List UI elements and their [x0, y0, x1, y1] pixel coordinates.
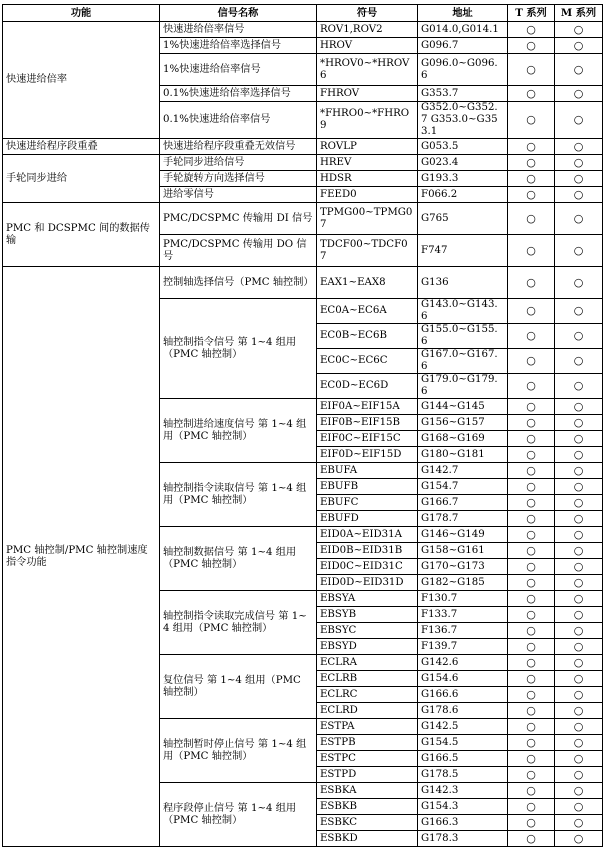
- t-series-mark: ○: [508, 607, 555, 623]
- address-cell: G014.0,G014.1: [418, 22, 508, 38]
- address-cell: G166.3: [418, 815, 508, 831]
- table-row: [3, 22, 603, 38]
- symbol-cell: ESTPC: [317, 751, 418, 767]
- m-series-mark: ○: [555, 171, 603, 187]
- header-address: 地址: [418, 5, 508, 22]
- symbol-cell: ESTPA: [317, 719, 418, 735]
- t-series-mark: ○: [508, 719, 555, 735]
- t-series-mark: ○: [508, 639, 555, 655]
- m-series-mark: ○: [555, 431, 603, 447]
- t-series-mark: ○: [508, 155, 555, 171]
- symbol-cell: FHROV: [317, 86, 418, 102]
- symbol-cell: EBUFB: [317, 479, 418, 495]
- symbol-cell: EC0A~EC6A: [317, 299, 418, 324]
- symbol-cell: EBSYC: [317, 623, 418, 639]
- address-cell: G166.5: [418, 751, 508, 767]
- address-cell: G142.5: [418, 719, 508, 735]
- m-series-mark: ○: [555, 543, 603, 559]
- symbol-cell: EID0A~EID31A: [317, 527, 418, 543]
- signal-table: [2, 4, 603, 847]
- m-series-mark: ○: [555, 102, 603, 139]
- m-series-mark: ○: [555, 591, 603, 607]
- t-series-mark: ○: [508, 527, 555, 543]
- header-row: [3, 5, 603, 22]
- table-row: [3, 155, 603, 171]
- symbol-cell: EBUFC: [317, 495, 418, 511]
- address-cell: G168~G169: [418, 431, 508, 447]
- address-cell: G142.6: [418, 655, 508, 671]
- m-series-mark: ○: [555, 203, 603, 235]
- m-series-mark: ○: [555, 155, 603, 171]
- address-cell: G096.0~G096.6: [418, 54, 508, 86]
- signal-name-cell: 轴控制数据信号 第 1~4 组用（PMC 轴控制）: [160, 527, 317, 591]
- symbol-cell: HDSR: [317, 171, 418, 187]
- table-row: [3, 267, 603, 299]
- address-cell: G180~G181: [418, 447, 508, 463]
- signal-name-cell: 轴控制暂时停止信号 第 1~4 组用（PMC 轴控制）: [160, 719, 317, 783]
- t-series-mark: ○: [508, 591, 555, 607]
- symbol-cell: EIF0D~EIF15D: [317, 447, 418, 463]
- symbol-cell: ECLRD: [317, 703, 418, 719]
- symbol-cell: EIF0B~EIF15B: [317, 415, 418, 431]
- header-signal-name: 信号名称: [160, 5, 317, 22]
- address-cell: G353.7: [418, 86, 508, 102]
- address-cell: G144~G145: [418, 399, 508, 415]
- address-cell: G166.7: [418, 495, 508, 511]
- signal-name-cell: PMC/DCSPMC 传输用 DO 信号: [160, 235, 317, 267]
- m-series-mark: ○: [555, 495, 603, 511]
- m-series-mark: ○: [555, 187, 603, 203]
- m-series-mark: ○: [555, 38, 603, 54]
- function-cell: 快速进给程序段重叠: [3, 139, 160, 155]
- symbol-cell: EC0C~EC6C: [317, 349, 418, 374]
- address-cell: F139.7: [418, 639, 508, 655]
- address-cell: F136.7: [418, 623, 508, 639]
- symbol-cell: EBSYA: [317, 591, 418, 607]
- signal-name-cell: 轴控制指令信号 第 1~4 组用（PMC 轴控制）: [160, 299, 317, 399]
- m-series-mark: ○: [555, 783, 603, 799]
- m-series-mark: ○: [555, 235, 603, 267]
- m-series-mark: ○: [555, 719, 603, 735]
- signal-name-cell: 复位信号 第 1~4 组用（PMC 轴控制）: [160, 655, 317, 719]
- symbol-cell: EID0B~EID31B: [317, 543, 418, 559]
- address-cell: F130.7: [418, 591, 508, 607]
- m-series-mark: ○: [555, 399, 603, 415]
- t-series-mark: ○: [508, 399, 555, 415]
- signal-name-cell: 程序段停止信号 第 1~4 组用（PMC 轴控制）: [160, 783, 317, 847]
- t-series-mark: ○: [508, 671, 555, 687]
- symbol-cell: EBSYB: [317, 607, 418, 623]
- t-series-mark: ○: [508, 299, 555, 324]
- t-series-mark: ○: [508, 187, 555, 203]
- m-series-mark: ○: [555, 415, 603, 431]
- symbol-cell: ROV1,ROV2: [317, 22, 418, 38]
- m-series-mark: ○: [555, 349, 603, 374]
- signal-name-cell: 轴控制指令读取完成信号 第 1~4 组用（PMC 轴控制）: [160, 591, 317, 655]
- address-cell: G182~G185: [418, 575, 508, 591]
- t-series-mark: ○: [508, 479, 555, 495]
- m-series-mark: ○: [555, 751, 603, 767]
- symbol-cell: ECLRC: [317, 687, 418, 703]
- symbol-cell: EBSYD: [317, 639, 418, 655]
- symbol-cell: EC0D~EC6D: [317, 374, 418, 399]
- symbol-cell: HREV: [317, 155, 418, 171]
- m-series-mark: ○: [555, 767, 603, 783]
- m-series-mark: ○: [555, 607, 603, 623]
- signal-name-cell: 快速进给程序段重叠无效信号: [160, 139, 317, 155]
- address-cell: G178.6: [418, 703, 508, 719]
- symbol-cell: ESBKB: [317, 799, 418, 815]
- symbol-cell: ECLRB: [317, 671, 418, 687]
- t-series-mark: ○: [508, 511, 555, 527]
- address-cell: G178.7: [418, 511, 508, 527]
- address-cell: G023.4: [418, 155, 508, 171]
- address-cell: G096.7: [418, 38, 508, 54]
- symbol-cell: FEED0: [317, 187, 418, 203]
- signal-name-cell: 快速进给倍率信号: [160, 22, 317, 38]
- t-series-mark: ○: [508, 431, 555, 447]
- function-cell: 快速进给倍率: [3, 22, 160, 139]
- header-symbol: 符号: [317, 5, 418, 22]
- address-cell: G166.6: [418, 687, 508, 703]
- m-series-mark: ○: [555, 735, 603, 751]
- function-cell: PMC 和 DCSPMC 间的数据传输: [3, 203, 160, 267]
- symbol-cell: ESTPB: [317, 735, 418, 751]
- address-cell: G352.0~G352.7 G353.0~G353.1: [418, 102, 508, 139]
- symbol-cell: EID0D~EID31D: [317, 575, 418, 591]
- symbol-cell: TDCF00~TDCF07: [317, 235, 418, 267]
- address-cell: G146~G149: [418, 527, 508, 543]
- address-cell: F133.7: [418, 607, 508, 623]
- table-row: [3, 203, 603, 235]
- address-cell: G154.3: [418, 799, 508, 815]
- address-cell: G158~G161: [418, 543, 508, 559]
- t-series-mark: ○: [508, 687, 555, 703]
- address-cell: G154.5: [418, 735, 508, 751]
- symbol-cell: *FHRO0~*FHRO9: [317, 102, 418, 139]
- t-series-mark: ○: [508, 575, 555, 591]
- t-series-mark: ○: [508, 463, 555, 479]
- t-series-mark: ○: [508, 22, 555, 38]
- signal-name-cell: 轴控制进给速度信号 第 1~4 组用（PMC 轴控制）: [160, 399, 317, 463]
- m-series-mark: ○: [555, 703, 603, 719]
- symbol-cell: EIF0C~EIF15C: [317, 431, 418, 447]
- address-cell: G179.0~G179.6: [418, 374, 508, 399]
- t-series-mark: ○: [508, 267, 555, 299]
- t-series-mark: ○: [508, 447, 555, 463]
- address-cell: F066.2: [418, 187, 508, 203]
- t-series-mark: ○: [508, 102, 555, 139]
- signal-name-cell: 0.1%快速进给倍率信号: [160, 102, 317, 139]
- symbol-cell: EC0B~EC6B: [317, 324, 418, 349]
- signal-name-cell: 控制轴选择信号（PMC 轴控制）: [160, 267, 317, 299]
- address-cell: G193.3: [418, 171, 508, 187]
- m-series-mark: ○: [555, 299, 603, 324]
- signal-name-cell: 手轮旋转方向选择信号: [160, 171, 317, 187]
- address-cell: G156~G157: [418, 415, 508, 431]
- t-series-mark: ○: [508, 559, 555, 575]
- m-series-mark: ○: [555, 139, 603, 155]
- m-series-mark: ○: [555, 831, 603, 847]
- m-series-mark: ○: [555, 267, 603, 299]
- m-series-mark: ○: [555, 479, 603, 495]
- signal-name-cell: 0.1%快速进给倍率选择信号: [160, 86, 317, 102]
- address-cell: G155.0~G155.6: [418, 324, 508, 349]
- t-series-mark: ○: [508, 751, 555, 767]
- m-series-mark: ○: [555, 575, 603, 591]
- address-cell: F747: [418, 235, 508, 267]
- symbol-cell: *HROV0~*HROV6: [317, 54, 418, 86]
- m-series-mark: ○: [555, 815, 603, 831]
- m-series-mark: ○: [555, 671, 603, 687]
- t-series-mark: ○: [508, 815, 555, 831]
- t-series-mark: ○: [508, 415, 555, 431]
- t-series-mark: ○: [508, 374, 555, 399]
- m-series-mark: ○: [555, 687, 603, 703]
- t-series-mark: ○: [508, 543, 555, 559]
- address-cell: G154.7: [418, 479, 508, 495]
- m-series-mark: ○: [555, 54, 603, 86]
- symbol-cell: TPMG00~TPMG07: [317, 203, 418, 235]
- signal-name-cell: 1%快速进给倍率信号: [160, 54, 317, 86]
- symbol-cell: EID0C~EID31C: [317, 559, 418, 575]
- t-series-mark: ○: [508, 767, 555, 783]
- symbol-cell: ROVLP: [317, 139, 418, 155]
- address-cell: G170~G173: [418, 559, 508, 575]
- signal-name-cell: 1%快速进给倍率选择信号: [160, 38, 317, 54]
- signal-name-cell: 轴控制指令读取信号 第 1~4 组用（PMC 轴控制）: [160, 463, 317, 527]
- address-cell: G178.5: [418, 767, 508, 783]
- t-series-mark: ○: [508, 735, 555, 751]
- symbol-cell: ESTPD: [317, 767, 418, 783]
- t-series-mark: ○: [508, 86, 555, 102]
- address-cell: G154.6: [418, 671, 508, 687]
- m-series-mark: ○: [555, 374, 603, 399]
- address-cell: G053.5: [418, 139, 508, 155]
- m-series-mark: ○: [555, 511, 603, 527]
- t-series-mark: ○: [508, 655, 555, 671]
- function-cell: 手轮同步进给: [3, 155, 160, 203]
- symbol-cell: ESBKC: [317, 815, 418, 831]
- t-series-mark: ○: [508, 139, 555, 155]
- t-series-mark: ○: [508, 783, 555, 799]
- address-cell: G142.7: [418, 463, 508, 479]
- function-cell: PMC 轴控制/PMC 轴控制速度指令功能: [3, 267, 160, 847]
- symbol-cell: ECLRA: [317, 655, 418, 671]
- symbol-cell: ESBKA: [317, 783, 418, 799]
- symbol-cell: EIF0A~EIF15A: [317, 399, 418, 415]
- m-series-mark: ○: [555, 22, 603, 38]
- address-cell: G765: [418, 203, 508, 235]
- header-m-series: M 系列: [555, 5, 603, 22]
- symbol-cell: ESBKD: [317, 831, 418, 847]
- t-series-mark: ○: [508, 703, 555, 719]
- m-series-mark: ○: [555, 447, 603, 463]
- t-series-mark: ○: [508, 38, 555, 54]
- t-series-mark: ○: [508, 623, 555, 639]
- t-series-mark: ○: [508, 799, 555, 815]
- signal-name-cell: PMC/DCSPMC 传输用 DI 信号: [160, 203, 317, 235]
- m-series-mark: ○: [555, 623, 603, 639]
- t-series-mark: ○: [508, 171, 555, 187]
- m-series-mark: ○: [555, 655, 603, 671]
- t-series-mark: ○: [508, 235, 555, 267]
- table-row: [3, 139, 603, 155]
- m-series-mark: ○: [555, 324, 603, 349]
- address-cell: G136: [418, 267, 508, 299]
- signal-name-cell: 进给零信号: [160, 187, 317, 203]
- symbol-cell: EBUFA: [317, 463, 418, 479]
- header-function: 功能: [3, 5, 160, 22]
- m-series-mark: ○: [555, 559, 603, 575]
- address-cell: G143.0~G143.6: [418, 299, 508, 324]
- address-cell: G178.3: [418, 831, 508, 847]
- m-series-mark: ○: [555, 463, 603, 479]
- header-t-series: T 系列: [508, 5, 555, 22]
- t-series-mark: ○: [508, 54, 555, 86]
- m-series-mark: ○: [555, 799, 603, 815]
- t-series-mark: ○: [508, 495, 555, 511]
- m-series-mark: ○: [555, 86, 603, 102]
- address-cell: G167.0~G167.6: [418, 349, 508, 374]
- symbol-cell: HROV: [317, 38, 418, 54]
- t-series-mark: ○: [508, 324, 555, 349]
- signal-name-cell: 手轮同步进给信号: [160, 155, 317, 171]
- t-series-mark: ○: [508, 349, 555, 374]
- symbol-cell: EAX1~EAX8: [317, 267, 418, 299]
- m-series-mark: ○: [555, 639, 603, 655]
- address-cell: G142.3: [418, 783, 508, 799]
- t-series-mark: ○: [508, 831, 555, 847]
- m-series-mark: ○: [555, 527, 603, 543]
- symbol-cell: EBUFD: [317, 511, 418, 527]
- t-series-mark: ○: [508, 203, 555, 235]
